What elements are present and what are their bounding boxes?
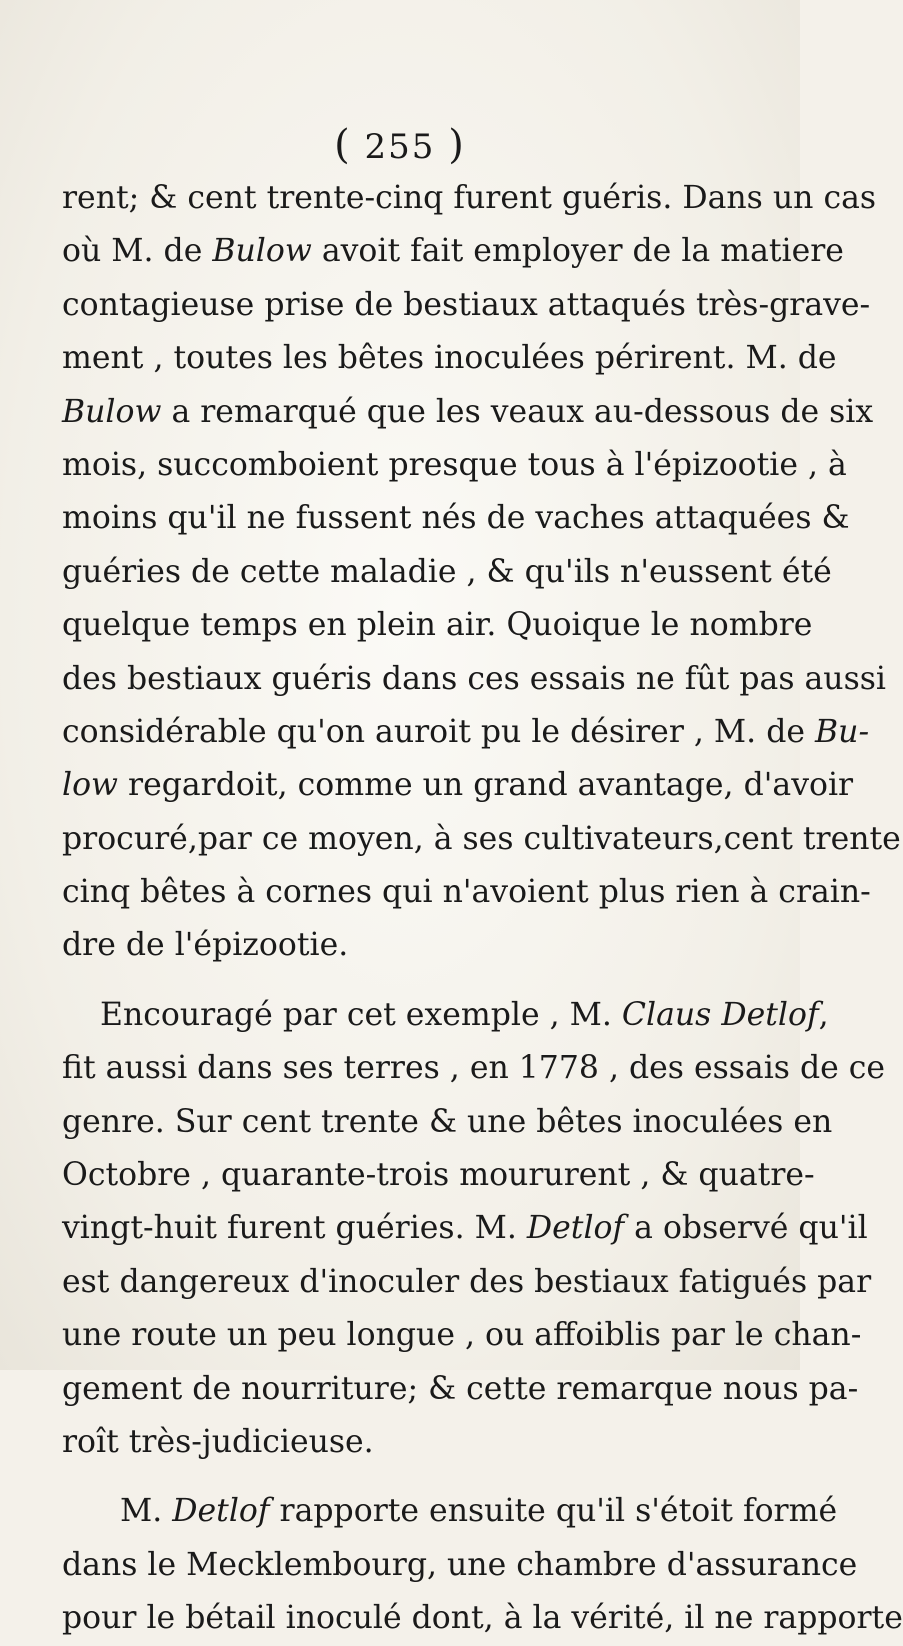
text-line — [62, 279, 871, 332]
text-run: a observé qu'il — [624, 1210, 868, 1247]
body-text — [62, 172, 903, 1646]
text-line — [62, 439, 847, 492]
text-run: contagieuse prise de bestiaux attaqués très-grave- — [62, 286, 871, 323]
text-run: des bestiaux guéris dans ces essais ne fût pas aussi — [62, 660, 886, 697]
italic-name: Detlof — [172, 1493, 270, 1530]
text-line — [62, 332, 837, 385]
text-line — [62, 653, 886, 706]
text-run: Octobre , quarante-trois moururent , & quatre- — [62, 1157, 815, 1194]
text-line — [62, 1592, 903, 1645]
text-run: roît très-judicieuse. — [62, 1423, 374, 1460]
text-run: rapporte ensuite qu'il s'étoit formé — [269, 1493, 838, 1530]
text-run: cinq bêtes à cornes qui n'avoient plus rien à crain- — [62, 874, 871, 911]
text-run: fit aussi dans ses terres , en 1778 , des essais de ce — [62, 1050, 886, 1087]
text-run: regardoit, comme un grand avantage, d'avoir — [118, 767, 854, 804]
italic-name: Detlof — [526, 1210, 625, 1247]
italic-name: Bu- — [815, 713, 870, 750]
text-line — [62, 1256, 872, 1309]
text-line — [62, 813, 901, 866]
text-line — [62, 1202, 868, 1255]
text-line — [62, 919, 734, 972]
text-line — [62, 1363, 859, 1416]
text-run: une route un peu longue , ou affoiblis par le chan- — [62, 1317, 862, 1354]
text-run: genre. Sur cent trente & une bêtes inoculées en — [62, 1103, 833, 1140]
text-run: quelque temps en plein air. Quoique le nombre — [62, 607, 813, 644]
text-line — [62, 1149, 815, 1202]
text-run: est dangereux d'inoculer des bestiaux fatigués par — [62, 1263, 872, 1300]
text-line — [62, 599, 813, 652]
text-run: procuré,par ce moyen, à ses cultivateurs,cent trente — [62, 820, 901, 857]
page-number-open-paren: ( — [334, 122, 352, 168]
page-number-close-paren: ) — [448, 122, 466, 168]
paragraph-gap — [62, 1469, 734, 1485]
paragraph-gap — [62, 973, 734, 989]
text-run: guéries de cette maladie , & qu'ils n'eussent été — [62, 553, 832, 590]
text-run: avoit fait employer de la matiere — [311, 233, 844, 270]
text-run: mois, succomboient presque tous à l'épizootie , à — [62, 446, 847, 483]
italic-name: Bulow — [212, 233, 312, 270]
text-run: pour le bétail inoculé dont, à la vérité, il ne rapporte — [62, 1600, 903, 1637]
text-line — [62, 1042, 886, 1095]
text-line — [62, 1539, 858, 1592]
text-run: M. — [120, 1493, 173, 1530]
text-run: a remarqué que les veaux au-dessous de six — [161, 393, 874, 430]
text-line — [62, 1416, 734, 1469]
text-line — [62, 759, 854, 812]
text-line — [62, 989, 829, 1042]
text-run: vingt-huit furent guéries. M. — [62, 1210, 527, 1247]
italic-name: Bulow — [62, 393, 162, 430]
text-run: Encouragé par cet exemple , M. — [100, 996, 622, 1033]
italic-name: Claus Detlof — [621, 996, 819, 1033]
text-run: rent; & cent trente-cinq furent guéris. Dans un cas — [62, 180, 877, 216]
italic-name: low — [62, 767, 119, 804]
text-run: dre de l'épizootie. — [62, 927, 349, 964]
text-line — [62, 492, 850, 545]
text-line — [62, 225, 844, 278]
text-line — [62, 172, 877, 225]
text-line — [62, 1309, 862, 1362]
text-line — [62, 546, 832, 599]
text-run: moins qu'il ne fussent nés de vaches attaquées & — [62, 500, 850, 537]
text-run: , — [818, 996, 829, 1033]
text-line — [62, 866, 871, 919]
text-run: dans le Mecklembourg, une chambre d'assurance — [62, 1546, 858, 1583]
text-line — [62, 1485, 838, 1538]
text-line — [62, 386, 874, 439]
text-line — [62, 706, 870, 759]
text-line — [62, 1096, 833, 1149]
text-run: considérable qu'on auroit pu le désirer , M. de — [62, 713, 816, 750]
page-number-value: 255 — [364, 127, 436, 167]
text-run: gement de nourriture; & cette remarque nous pa- — [62, 1370, 859, 1407]
text-run: où M. de — [62, 233, 213, 270]
text-run: ment , toutes les bêtes inoculées périrent. M. de — [62, 340, 837, 377]
page-number — [0, 122, 800, 168]
